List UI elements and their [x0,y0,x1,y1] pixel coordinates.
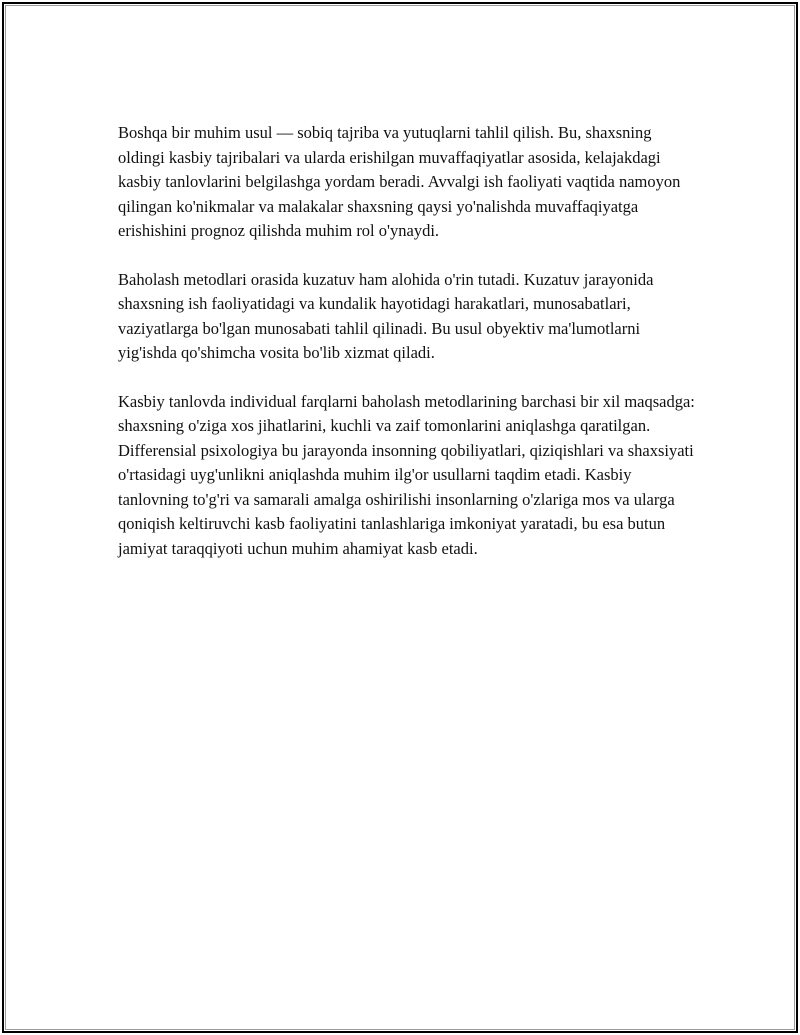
paragraph-2: Baholash metodlari orasida kuzatuv ham alohida o'rin tutadi. Kuzatuv jarayonida shaxsning ish faoliyatidagi va kundalik hayotidagi harakatlari, munosabatlari, vaziyatlarga bo'lgan munosabati tahlil qilinadi. Bu usul obyektiv ma'lumotlarni yig'ishda qo'shimcha vosita bo'lib xizmat qiladi. [118,269,654,362]
paragraph-3: Kasbiy tanlovda individual farqlarni baholash metodlarining barchasi bir xil maqsadga: shaxsning o'ziga xos jihatlarini, kuchli va zaif tomonlarini aniqlashga qaratilgan. Differensial psixologiya bu jarayonda insonning qobiliyatlari, qiziqishlari va shaxsiyati o'rtasidagi uyg'unlikni aniqlashda muhim ilg'or usullarni taqdim etadi. Kasbiy tanlovning to'g'ri va samarali amalga oshirilishi insonlarning o'zlariga mos va ularga qoniqish keltiruvchi kasb faoliyatini tanlashlariga imkoniyat yaratadi, bu esa butun jamiyat taraqqiyoti uchun muhim ahamiyat kasb etadi. [118,391,695,558]
document-page [2,2,798,1033]
paragraph-1: Boshqa bir muhim usul — sobiq tajriba va yutuqlarni tahlil qilish. Bu, shaxsning oldingi kasbiy tajribalari va ularda erishilgan muvaffaqiyatlar asosida, kelajakdagi kasbiy tanlovlarini belgilashga yordam beradi. Avvalgi ish faoliyati vaqtida namoyon qilingan ko'nikmalar va malakalar shaxsning qaysi yo'nalishda muvaffaqiyatga erishishini prognoz qilishda muhim rol o'ynaydi. [118,123,681,240]
document-body [118,121,698,585]
